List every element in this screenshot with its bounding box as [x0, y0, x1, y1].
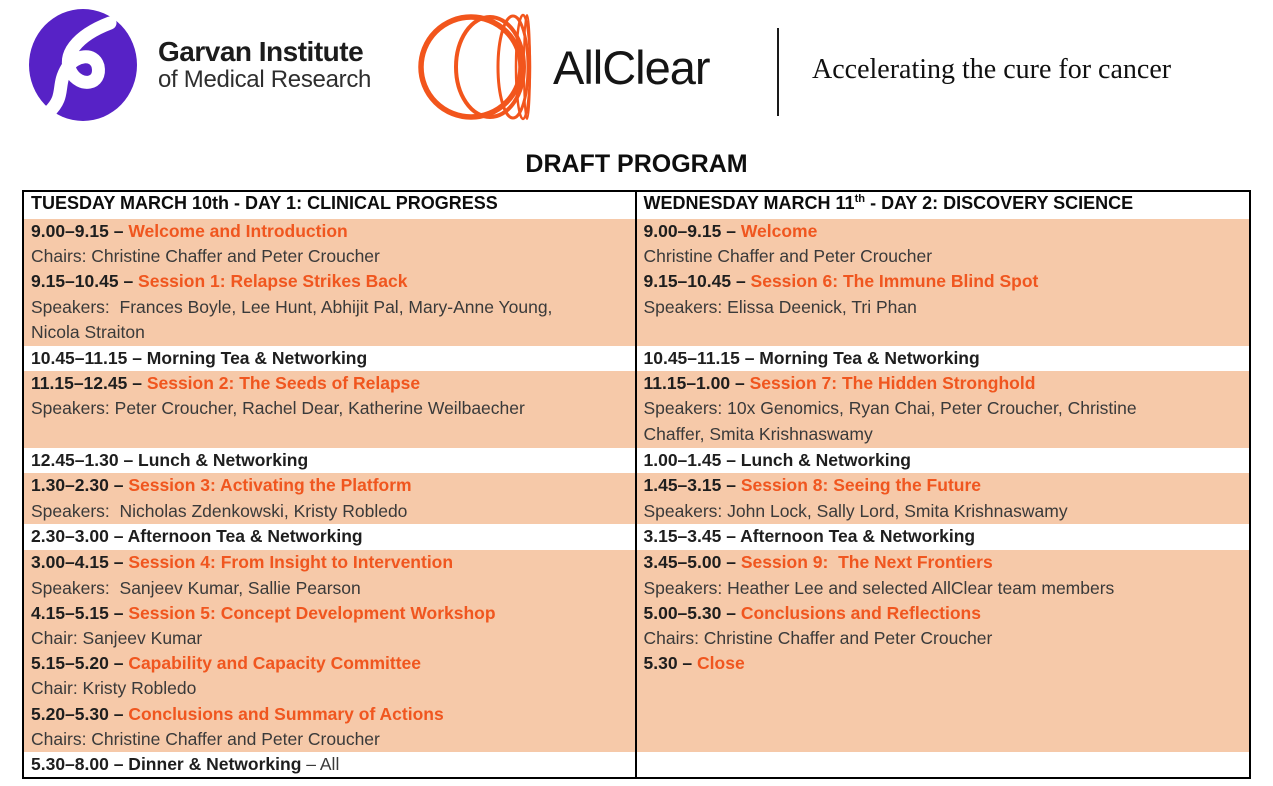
program-line [644, 499, 1242, 524]
text-segment-time: 5.00–5.30 – [643, 602, 741, 623]
text-segment-time: 1.00–1.45 – Lunch & Networking [643, 450, 911, 471]
program-line [644, 295, 1242, 320]
program-line [31, 346, 627, 371]
text-segment-time: 9.15–10.45 – [643, 271, 751, 292]
text-segment-plain: Chairs: Christine Chaffer and Peter Croucher [31, 728, 380, 749]
program-table [22, 190, 1251, 779]
program-cell-right [637, 219, 1250, 346]
text-segment-hdr: - DAY 2: DISCOVERY SCIENCE [865, 193, 1134, 213]
program-line [644, 244, 1242, 269]
text-segment-time: 9.15–10.45 – [31, 271, 139, 292]
program-cell-right [637, 752, 1250, 777]
program-line [31, 396, 627, 421]
program-line [31, 524, 627, 549]
program-table-header [24, 192, 1249, 219]
program-line [644, 576, 1242, 601]
brand-divider [777, 28, 779, 116]
garvan-wordmark [158, 36, 371, 94]
text-segment-session: Close [697, 653, 745, 674]
program-line [644, 550, 1242, 575]
page-title: DRAFT PROGRAM [525, 150, 748, 178]
text-segment-plain: – All [301, 754, 340, 775]
text-segment-time: 3.15–3.45 – Afternoon Tea & Networking [643, 526, 976, 547]
text-segment-time: 3.00–4.15 – [31, 552, 129, 573]
program-line [644, 371, 1242, 396]
day1-header-cell [24, 192, 637, 219]
text-segment-time: 9.00–9.15 – [31, 221, 129, 241]
program-line [31, 473, 627, 498]
program-line [644, 448, 1242, 473]
text-segment-plain: Chairs: Christine Chaffer and Peter Croucher [643, 628, 993, 649]
program-row [24, 346, 1249, 371]
program-line [644, 422, 1242, 447]
text-segment-plain: Speakers: Sanjeev Kumar, Sallie Pearson [31, 577, 361, 598]
text-segment-plain: Nicola Straiton [31, 321, 145, 342]
text-segment-time: 12.45–1.30 – Lunch & Networking [31, 450, 309, 471]
allclear-logo-icon [417, 10, 543, 124]
program-cell-right [637, 371, 1250, 448]
text-segment-session: Conclusions and Summary of Actions [128, 703, 444, 724]
program-cell-right [637, 346, 1250, 371]
text-segment-plain: Speakers: Heather Lee and selected AllClear team members [643, 577, 1115, 598]
program-line [31, 601, 627, 626]
program-line [31, 550, 627, 575]
program-cell-right [637, 448, 1250, 473]
text-segment-plain: Chaffer, Smita Krishnaswamy [643, 423, 873, 444]
brand-tagline: Accelerating the cure for cancer [812, 54, 1172, 85]
program-line [31, 752, 627, 777]
text-segment-session: Session 7: The Hidden Stronghold [749, 373, 1036, 394]
program-cell-left [24, 550, 637, 752]
program-line [31, 219, 627, 244]
text-segment-plain: Chair: Kristy Robledo [31, 678, 197, 699]
text-segment-plain: Speakers: Elissa Deenick, Tri Phan [643, 296, 917, 317]
text-segment-session: Conclusions and Reflections [740, 602, 981, 623]
text-segment-sup: th [854, 193, 866, 205]
text-segment-time: 10.45–11.15 – Morning Tea & Networking [31, 348, 368, 368]
program-line [31, 626, 627, 651]
program-line [644, 396, 1242, 421]
text-segment-time: 1.45–3.15 – [643, 475, 741, 496]
program-line [644, 219, 1242, 244]
text-segment-plain: Speakers: Peter Croucher, Rachel Dear, Katherine Weilbaecher [31, 398, 525, 419]
program-line [31, 371, 627, 396]
program-line [31, 651, 627, 676]
program-row [24, 550, 1249, 752]
text-segment-session: Session 5: Concept Development Workshop [128, 602, 496, 623]
program-line [644, 601, 1242, 626]
allclear-wordmark: AllClear [553, 41, 710, 94]
program-cell-right [637, 473, 1250, 524]
text-segment-plain: Christine Chaffer and Peter Croucher [643, 246, 933, 267]
program-cell-right [637, 550, 1250, 752]
program-line [31, 295, 627, 320]
program-cell-left [24, 473, 637, 524]
program-line [644, 473, 1242, 498]
program-row [24, 524, 1249, 550]
text-segment-time: 4.15–5.15 – [31, 602, 129, 623]
program-line [31, 244, 627, 269]
text-segment-time: 9.00–9.15 – [643, 221, 741, 241]
text-segment-session: Session 2: The Seeds of Relapse [146, 373, 421, 394]
text-segment-session: Session 8: Seeing the Future [740, 475, 982, 496]
text-segment-session: Welcome [740, 221, 818, 241]
program-line [644, 524, 1242, 549]
program-line [644, 269, 1242, 294]
program-line [31, 702, 627, 727]
text-segment-session: Welcome and Introduction [128, 221, 348, 241]
program-row [24, 473, 1249, 524]
text-segment-plain: Speakers: Frances Boyle, Lee Hunt, Abhijit Pal, Mary-Anne Young, [31, 296, 553, 317]
text-segment-plain: Speakers: Nicholas Zdenkowski, Kristy Robledo [31, 500, 408, 521]
text-segment-plain: Speakers: John Lock, Sally Lord, Smita Krishnaswamy [643, 500, 1068, 521]
text-segment-plain: Chair: Sanjeev Kumar [31, 628, 203, 649]
program-line [31, 727, 627, 752]
garvan-logo-icon [28, 8, 138, 122]
text-segment-time: 1.30–2.30 – [31, 475, 129, 496]
program-cell-left [24, 448, 637, 473]
program-row [24, 752, 1249, 777]
program-row [24, 219, 1249, 346]
text-segment-time: 3.45–5.00 – [643, 552, 741, 573]
program-row [24, 448, 1249, 473]
text-segment-session: Session 1: Relapse Strikes Back [138, 271, 408, 292]
program-table-body [24, 219, 1249, 777]
text-segment-time: 2.30–3.00 – Afternoon Tea & Networking [31, 526, 363, 547]
text-segment-time: 5.15–5.20 – [31, 653, 129, 674]
garvan-subname: of Medical Research [158, 66, 372, 94]
text-segment-plain: Speakers: 10x Genomics, Ryan Chai, Peter Croucher, Christine [643, 398, 1137, 419]
program-line [31, 269, 627, 294]
text-segment-time: 11.15–1.00 – [643, 373, 750, 394]
text-segment-time: 11.15–12.45 – [31, 373, 147, 394]
text-segment-time: 5.30–8.00 – Dinner & Networking [31, 754, 302, 775]
program-line [31, 320, 627, 345]
day2-header-cell [637, 192, 1250, 219]
text-segment-session: Session 4: From Insight to Intervention [128, 552, 454, 573]
text-segment-time: 5.20–5.30 – [31, 703, 129, 724]
program-line [31, 499, 627, 524]
text-segment-hdr: TUESDAY MARCH 10th - DAY 1: CLINICAL PROGRESS [31, 193, 498, 213]
program-cell-left [24, 346, 637, 371]
program-cell-left [24, 219, 637, 346]
text-segment-session: Session 3: Activating the Platform [128, 475, 412, 496]
text-segment-session: Session 9: The Next Frontiers [740, 552, 993, 573]
program-cell-left [24, 752, 637, 777]
text-segment-session: Session 6: The Immune Blind Spot [750, 271, 1039, 292]
program-line [644, 651, 1242, 676]
garvan-name: Garvan Institute [158, 36, 364, 67]
program-row [24, 371, 1249, 448]
text-segment-time: 10.45–11.15 – Morning Tea & Networking [643, 348, 980, 368]
brand-header [0, 0, 1273, 140]
text-segment-time: 5.30 – [643, 653, 698, 674]
text-segment-plain: Chairs: Christine Chaffer and Peter Croucher [31, 246, 380, 267]
program-line [644, 346, 1242, 371]
program-line [31, 448, 627, 473]
program-cell-left [24, 371, 637, 448]
program-line [31, 676, 627, 701]
program-line [644, 626, 1242, 651]
text-segment-hdr: WEDNESDAY MARCH 11 [643, 193, 855, 213]
text-segment-session: Capability and Capacity Committee [128, 653, 422, 674]
program-line [31, 576, 627, 601]
program-cell-left [24, 524, 637, 550]
program-cell-right [637, 524, 1250, 550]
